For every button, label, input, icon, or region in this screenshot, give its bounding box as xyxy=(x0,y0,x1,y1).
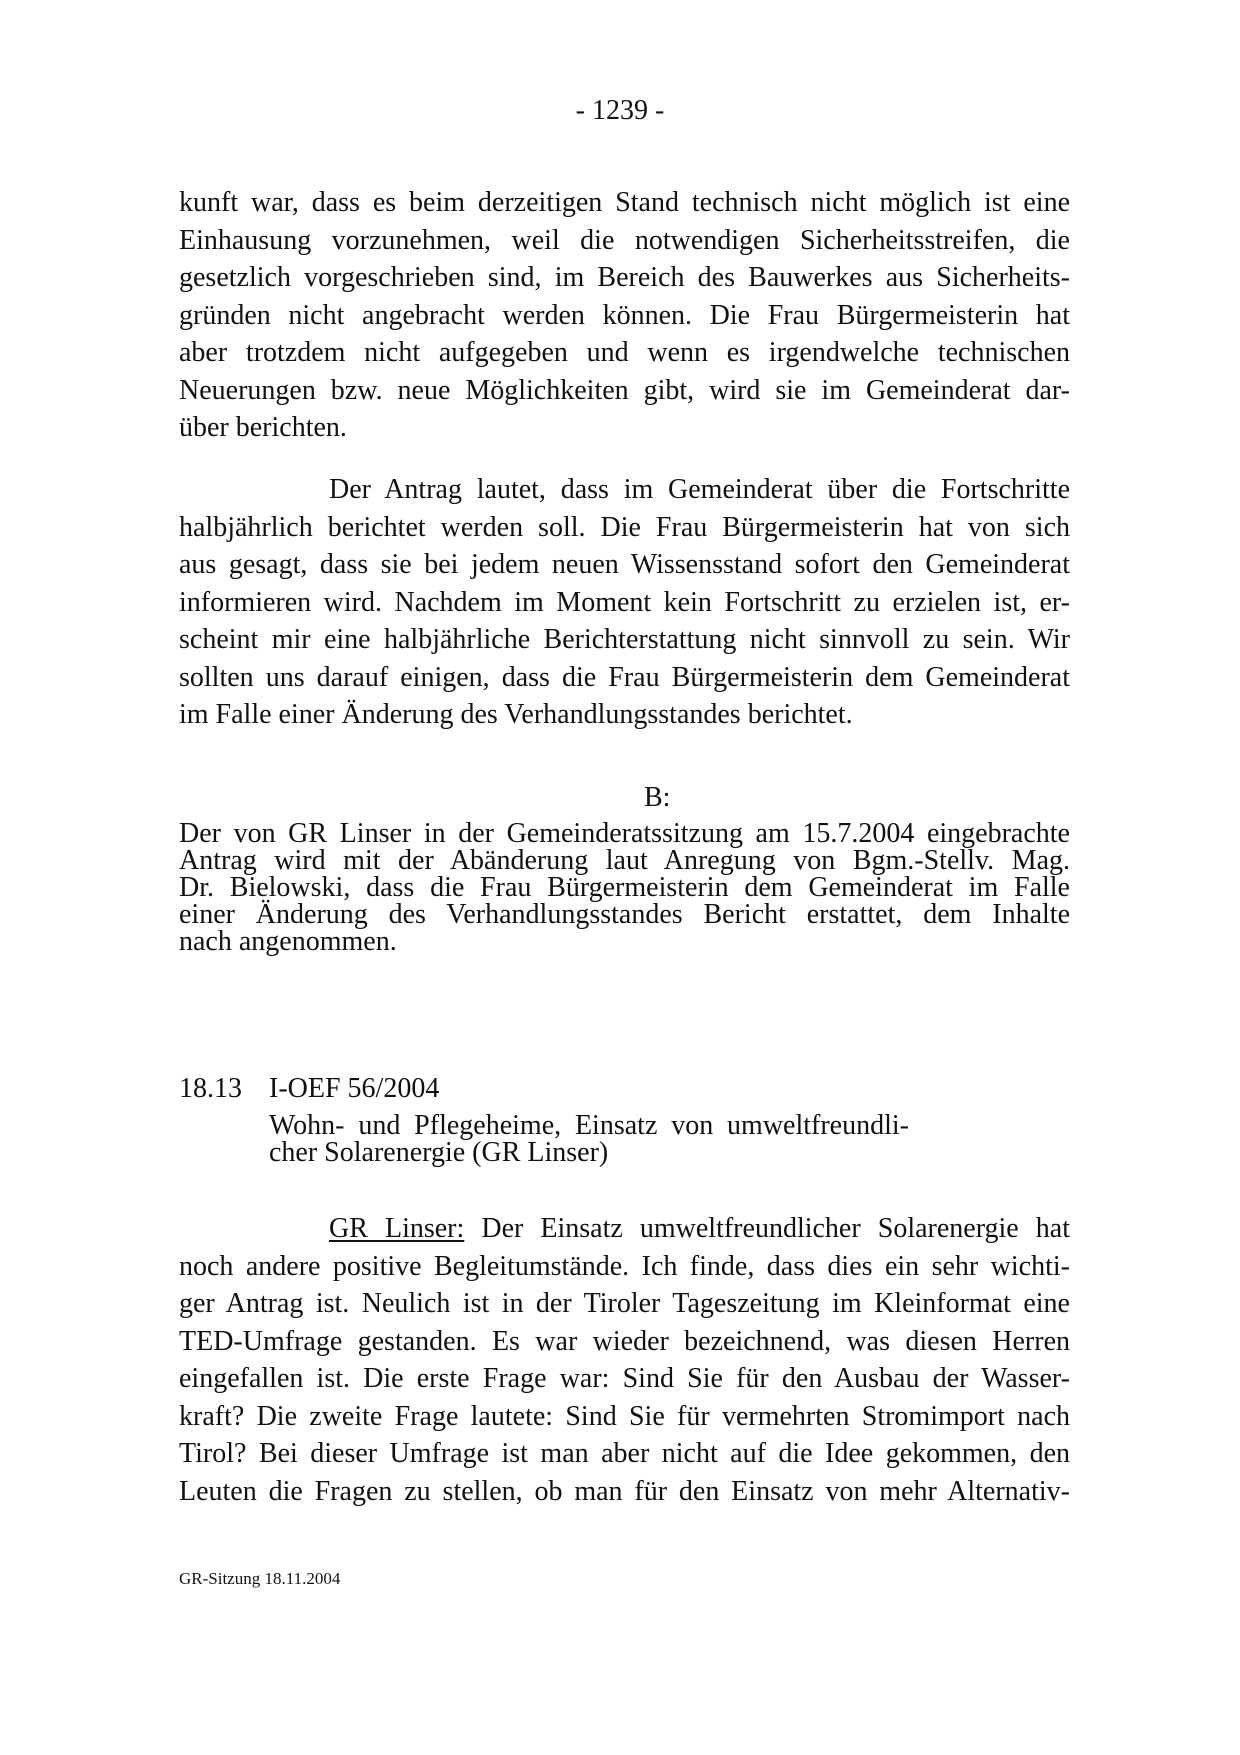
text-line: halbjährlich berichtet werden soll. Die Frau Bürgermeisterin hat von sich xyxy=(179,511,1070,543)
paragraph-continuation xyxy=(179,184,1070,447)
text-line: kraft? Die zweite Frage lautete: Sind Sie für vermehrten Stromimport nach xyxy=(179,1400,1070,1432)
text-line: aus gesagt, dass sie bei jedem neuen Wissensstand sofort den Gemeinderat xyxy=(179,549,1070,580)
text-line: gründen nicht angebracht werden können. Die Frau Bürgermeisterin hat xyxy=(179,299,1070,331)
text-line: über berichten. xyxy=(179,412,347,443)
text-line: Dr. Bielowski, dass die Frau Bürgermeisterin dem Gemeinderat im Falle xyxy=(179,872,1070,903)
text-line: scheint mir eine halbjährliche Berichterstattung nicht sinnvoll zu sein. Wir xyxy=(179,624,1070,655)
text-segment: Der Antrag lautet, dass im Gemeinderat über die Fortschritte xyxy=(329,474,1070,505)
text-line: cher Solarenergie (GR Linser) xyxy=(269,1137,609,1168)
text-line: TED-Umfrage gestanden. Es war wieder bezeichnend, was diesen Herren xyxy=(179,1325,1070,1357)
text-line: Neuerungen bzw. neue Möglichkeiten gibt, wird sie im Gemeinderat dar- xyxy=(179,374,1070,406)
text-line-indented xyxy=(179,1210,1070,1248)
text-segment: Der Einsatz umweltfreundlicher Solarenergie hat xyxy=(481,1213,1070,1244)
agenda-item-code: I-OEF 56/2004 xyxy=(269,1073,440,1104)
agenda-item-heading xyxy=(179,1071,439,1107)
text-line: Einhausung vorzunehmen, weil die notwendigen Sicherheitsstreifen, die xyxy=(179,224,1070,256)
resolution-label: B: xyxy=(644,782,671,813)
text-line: Wohn- und Pflegeheime, Einsatz von umweltfreundli- xyxy=(269,1110,909,1141)
text-line: Der von GR Linser in der Gemeinderatssitzung am 15.7.2004 eingebrachte xyxy=(179,818,1070,849)
text-line: aber trotzdem nicht aufgegeben und wenn es irgendwelche technischen xyxy=(179,337,1070,368)
text-line-indented xyxy=(179,471,1070,509)
text-line: gesetzlich vorgeschrieben sind, im Bereich des Bauwerkes aus Sicherheits- xyxy=(179,262,1070,293)
speaker-name: GR Linser: xyxy=(329,1213,465,1244)
text-line: ger Antrag ist. Neulich ist in der Tiroler Tageszeitung im Kleinformat eine xyxy=(179,1288,1070,1319)
text-line: informieren wird. Nachdem im Moment kein Fortschritt zu erzielen ist, er- xyxy=(179,586,1070,618)
page-footer: GR-Sitzung 18.11.2004 xyxy=(179,1569,341,1588)
text-line: Leuten die Fragen zu stellen, ob man für den Einsatz von mehr Alternativ- xyxy=(179,1475,1070,1507)
paragraph-motion xyxy=(179,471,1070,734)
text-line: einer Änderung des Verhandlungsstandes Bericht erstattet, dem Inhalte xyxy=(179,899,1070,930)
text-line: kunft war, dass es beim derzeitigen Stand technisch nicht möglich ist eine xyxy=(179,187,1070,218)
paragraph-speech xyxy=(179,1210,1070,1510)
page-number: - 1239 - xyxy=(575,95,665,126)
text-line: noch andere positive Begleitumstände. Ich finde, dass dies ein sehr wichti- xyxy=(179,1250,1070,1282)
text-line: sollten uns darauf einigen, dass die Frau Bürgermeisterin dem Gemeinderat xyxy=(179,661,1070,693)
agenda-item-title xyxy=(269,1112,909,1166)
text-line: im Falle einer Änderung des Verhandlungsstandes berichtet. xyxy=(179,699,853,730)
text-line: eingefallen ist. Die erste Frage war: Sind Sie für den Ausbau der Wasser- xyxy=(179,1363,1070,1394)
resolution-text xyxy=(179,820,1070,955)
agenda-item-number: 18.13 xyxy=(179,1073,242,1104)
text-line: Antrag wird mit der Abänderung laut Anregung von Bgm.-Stellv. Mag. xyxy=(179,845,1070,876)
text-line: Tirol? Bei dieser Umfrage ist man aber nicht auf die Idee gekommen, den xyxy=(179,1438,1070,1469)
text-line: nach angenommen. xyxy=(179,926,397,957)
